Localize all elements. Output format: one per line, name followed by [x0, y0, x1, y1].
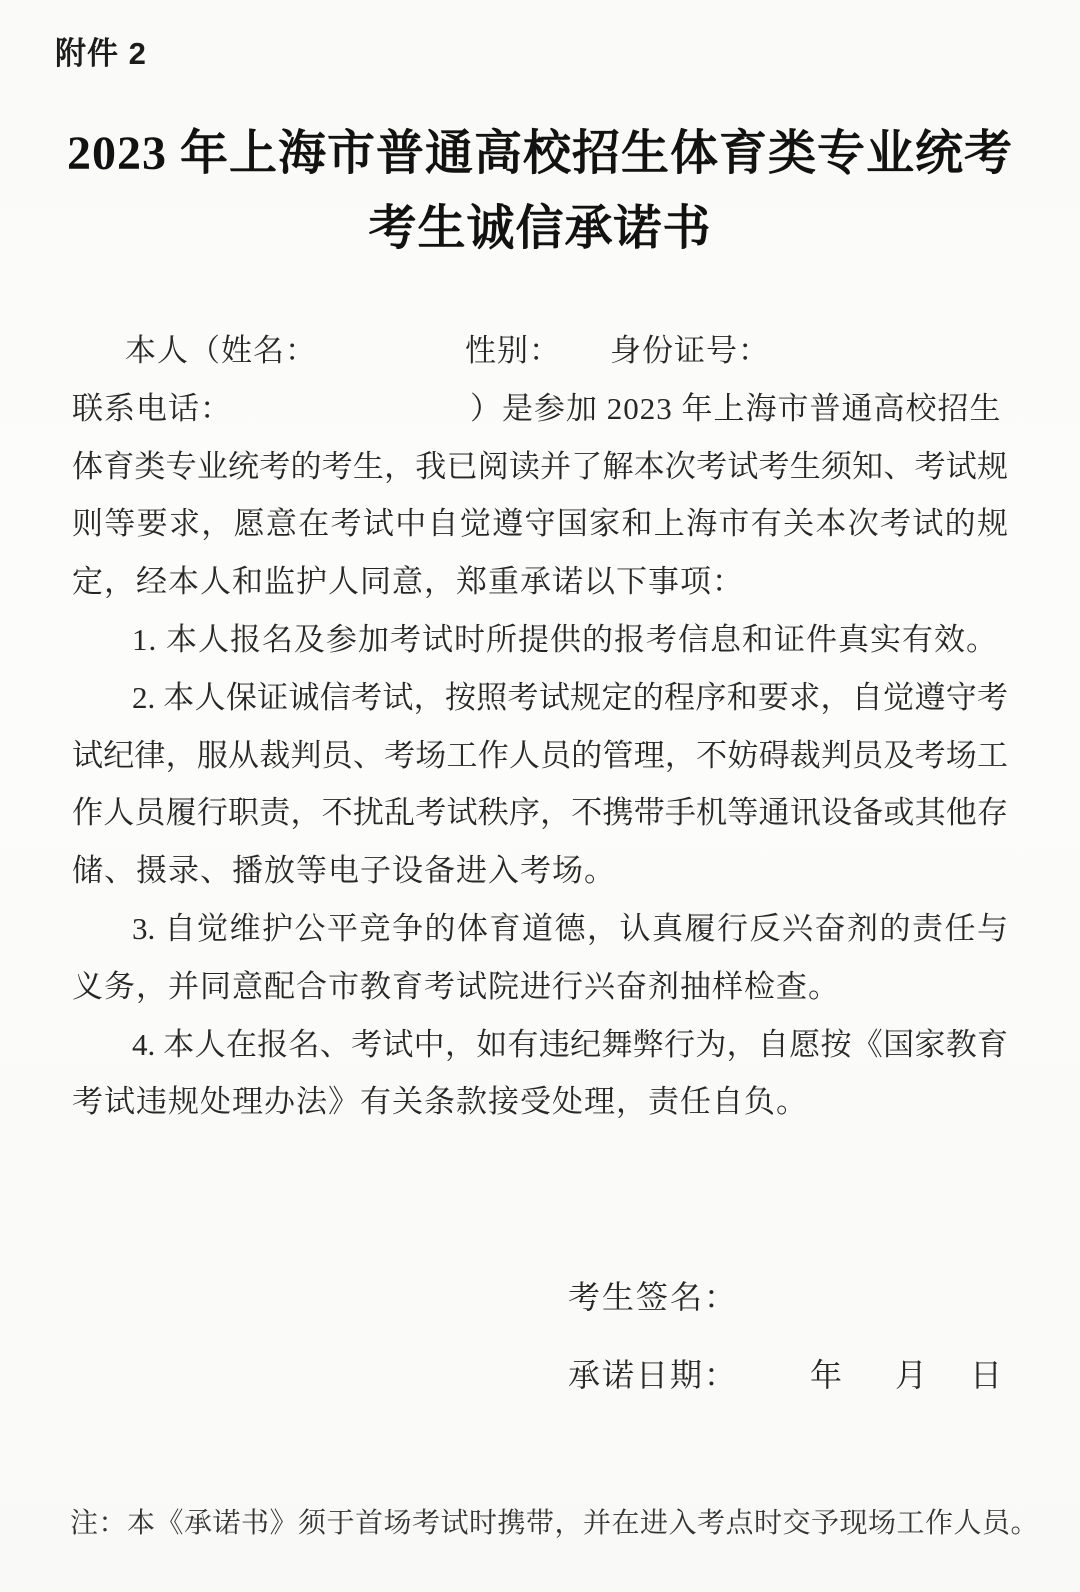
signature-line: 考生签名： [568, 1279, 739, 1315]
intro-line-identity [72, 322, 1008, 380]
intro-line-3: 体育类专业统考的考生，我已阅读并了解本次考试考生须知、考试规 [72, 448, 1008, 484]
item-2-line-1: 2. 本人保证诚信考试，按照考试规定的程序和要求，自觉遵守考 [132, 679, 1008, 715]
intro-line-phone [72, 380, 1008, 438]
day-label: 日 [970, 1357, 1005, 1393]
title-line-2: 考生诚信承诺书 [368, 202, 712, 255]
item-4-line-2: 考试违规处理办法》有关条款接受处理，责任自负。 [72, 1084, 808, 1120]
item-1-line-1: 1. 本人报名及参加考试时所提供的报考信息和证件真实有效。 [132, 621, 998, 657]
signature-block [568, 1258, 1038, 1414]
year-label: 年 [810, 1357, 845, 1393]
phone-field-label: 联系电话： [72, 390, 232, 426]
date-label: 承诺日期： [568, 1357, 739, 1393]
name-field-label: 本人（姓名： [125, 333, 317, 368]
item-4-line-1: 4. 本人在报名、考试中，如有违纪舞弊行为，自愿按《国家教育 [132, 1026, 1008, 1062]
attachment-label: 附件 2 [55, 36, 147, 71]
footnote: 注：本《承诺书》须于首场考试时携带，并在进入考点时交予现场工作人员。 [70, 1508, 1040, 1539]
document-body [72, 322, 1008, 1131]
intro-line-5: 定，经本人和监护人同意，郑重承诺以下事项： [72, 564, 744, 600]
intro-line-4: 则等要求，愿意在考试中自觉遵守国家和上海市有关本次考试的规 [72, 506, 1008, 542]
item-2-line-2: 试纪律，服从裁判员、考场工作人员的管理，不妨碍裁判员及考场工 [72, 737, 1008, 773]
document-title [0, 116, 1080, 266]
intro-continuation-text: ）是参加 2023 年上海市普通高校招生 [470, 390, 1002, 426]
item-2-line-4: 储、摄录、播放等电子设备进入考场。 [72, 853, 616, 889]
date-line [568, 1336, 1038, 1414]
month-label: 月 [895, 1357, 930, 1393]
gender-field-label: 性别： [465, 333, 561, 368]
item-3-line-2: 义务，并同意配合市教育考试院进行兴奋剂抽样检查。 [72, 968, 840, 1004]
id-number-field-label: 身份证号： [610, 333, 770, 368]
item-3-line-1: 3. 自觉维护公平竞争的体育道德，认真履行反兴奋剂的责任与 [132, 910, 1008, 946]
item-2-line-3: 作人员履行职责，不扰乱考试秩序，不携带手机等通讯设备或其他存 [72, 795, 1008, 831]
title-line-1: 2023 年上海市普通高校招生体育类专业统考 [66, 127, 1013, 180]
